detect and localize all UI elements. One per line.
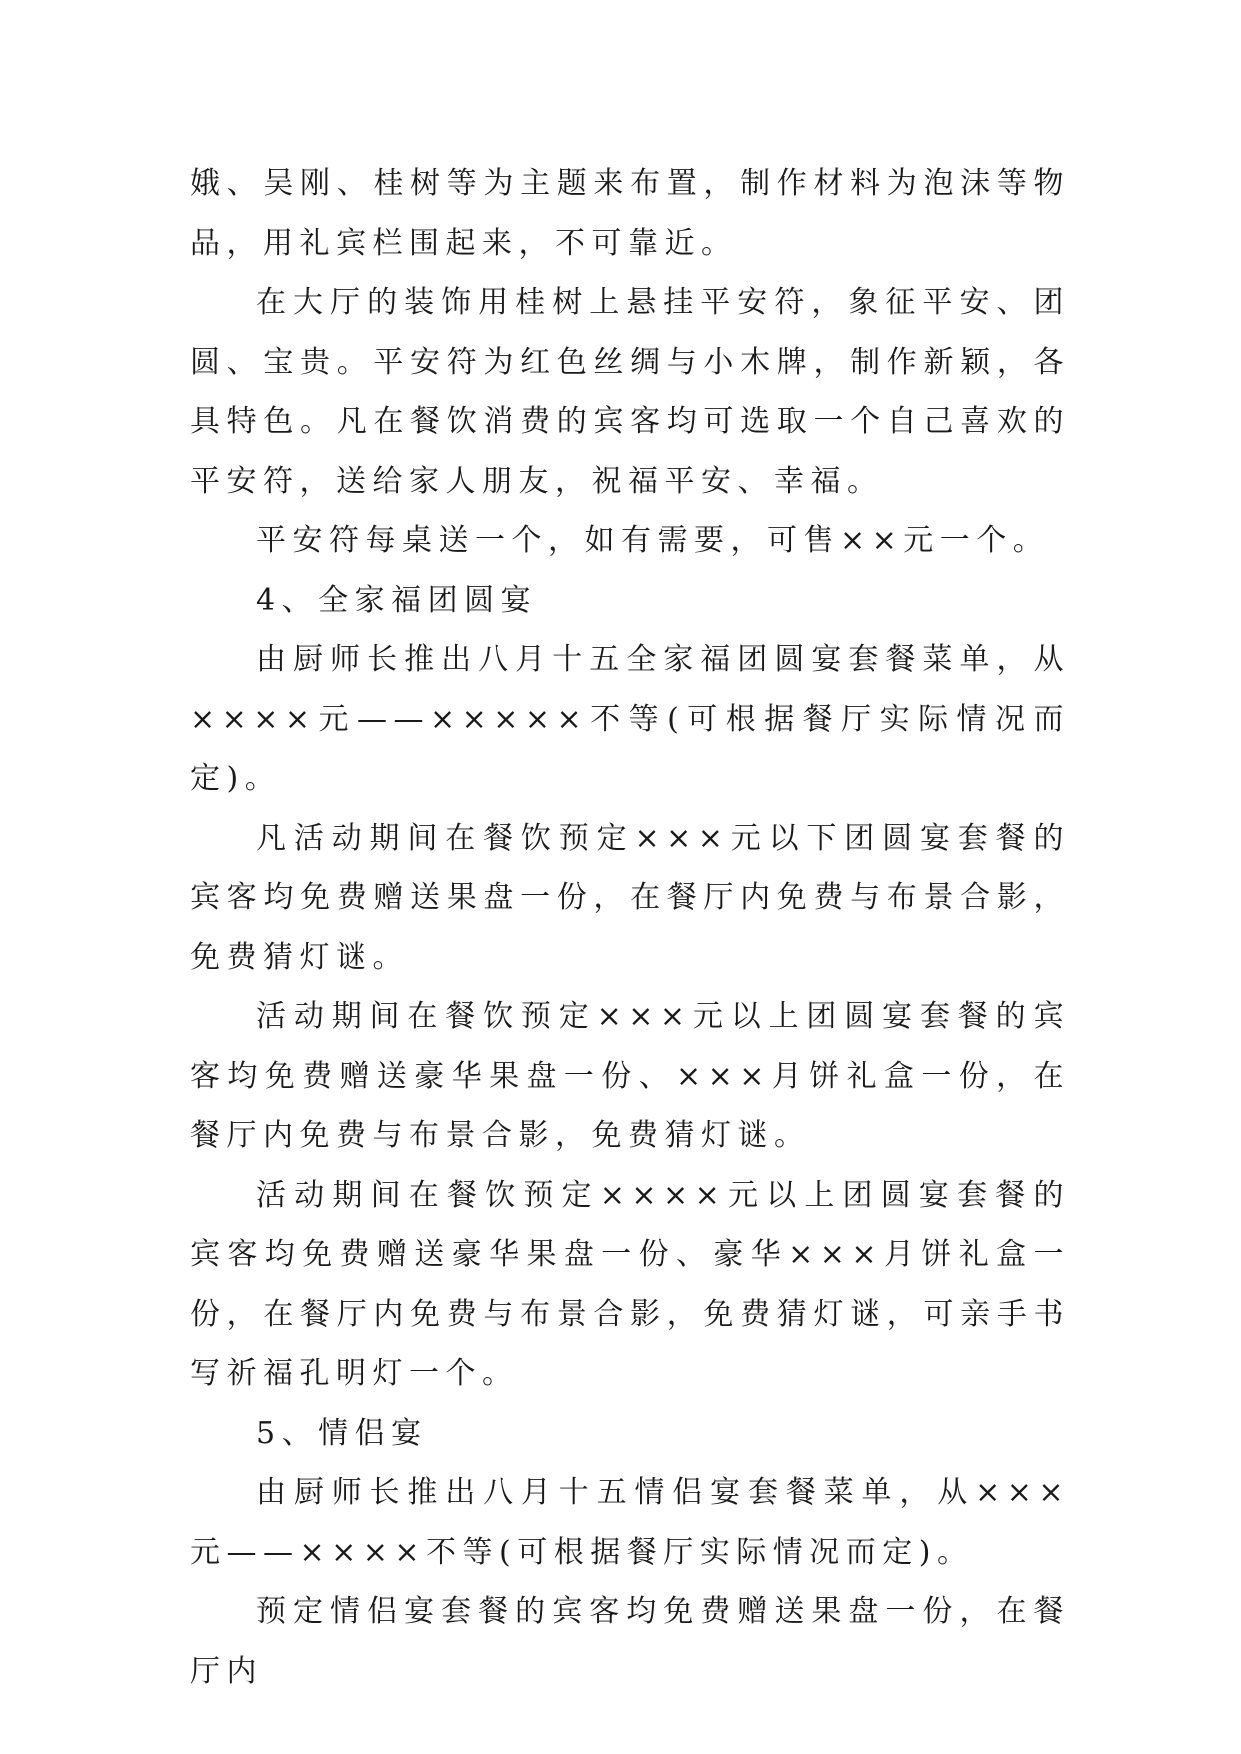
paragraph: 在大厅的装饰用桂树上悬挂平安符，象征平安、团圆、宝贵。平安符为红色丝绸与小木牌，制作新颖，各具特色。凡在餐饮消费的宾客均可选取一个自己喜欢的平安符，送给家人朋友，祝福平安、幸福。 — [190, 285, 1070, 499]
paragraph: 活动期间在餐饮预定××××元以上团圆宴套餐的宾客均免费赠送豪华果盘一份、豪华×××月饼礼盒一份，在餐厅内免费与布景合影，免费猜灯谜，可亲手书写祈福孔明灯一个。 — [190, 1177, 1070, 1391]
section-heading: 4、全家福团圆宴 — [256, 582, 538, 618]
paragraph: 由厨师长推出八月十五全家福团圆宴套餐菜单，从××××元——×××××不等(可根据餐厅实际情况而定)。 — [190, 642, 1070, 796]
section-heading: 5、情侣宴 — [256, 1415, 428, 1451]
paragraph: 活动期间在餐饮预定×××元以上团圆宴套餐的宾客均免费赠送豪华果盘一份、×××月饼礼盒一份，在餐厅内免费与布景合影，免费猜灯谜。 — [190, 999, 1070, 1153]
paragraph: 凡活动期间在餐饮预定×××元以下团圆宴套餐的宾客均免费赠送果盘一份，在餐厅内免费与布景合影，免费猜灯谜。 — [190, 820, 1070, 975]
paragraph: 由厨师长推出八月十五情侣宴套餐菜单，从×××元——××××不等(可根据餐厅实际情况而定)。 — [190, 1475, 1070, 1570]
paragraph: 娥、吴刚、桂树等为主题来布置，制作材料为泡沫等物品，用礼宾栏围起来，不可靠近。 — [190, 166, 1070, 261]
document-body — [190, 154, 1070, 1701]
paragraph: 平安符每桌送一个，如有需要，可售××元一个。 — [256, 523, 1050, 558]
paragraph: 预定情侣宴套餐的宾客均免费赠送果盘一份，在餐厅内 — [190, 1594, 1070, 1689]
